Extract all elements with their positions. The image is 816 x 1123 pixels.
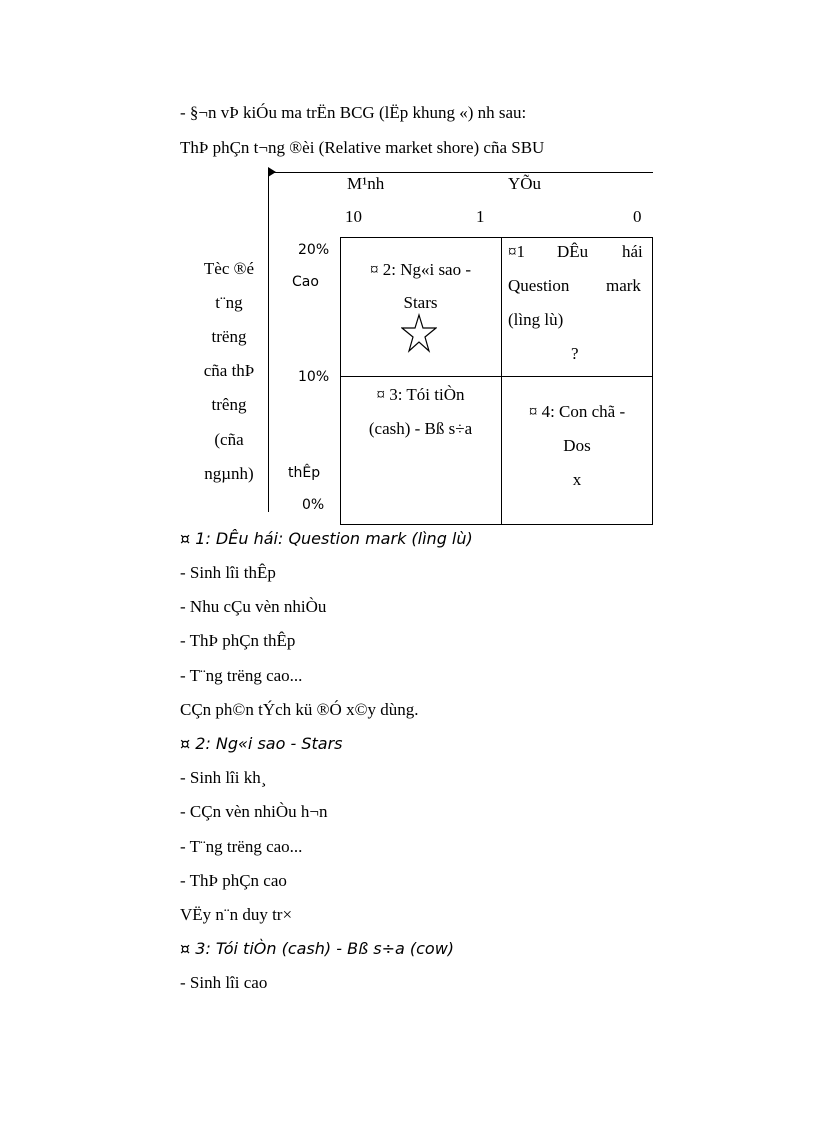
matrix-horizontal-divider: [340, 376, 653, 377]
x-label-strong: M¹nh: [347, 174, 385, 193]
x-axis-line: [268, 172, 653, 173]
x-label-weak: YÕu: [508, 174, 542, 193]
cell-cash-line1: ¤ 3: Tói tiÒn: [376, 385, 465, 404]
body-line: - ThÞ phÇn cao: [180, 871, 287, 890]
y-title-line: Tèc ®é: [203, 259, 255, 278]
body-line: CÇn ph©n tÝch kü ®Ó x©y dùng.: [180, 700, 419, 719]
cell-question-en2: mark: [606, 276, 641, 295]
heading-question-mark: ¤ 1: DÊu hái: Question mark (lìng lù): [180, 529, 473, 548]
cell-dogs-line2: Dos: [563, 436, 591, 455]
cell-dogs-line1: ¤ 4: Con chã -: [528, 402, 626, 421]
y-title-line: t¨ng: [215, 293, 243, 312]
body-line: - Sinh lîi cao: [180, 973, 268, 992]
cell-question-word2: hái: [622, 242, 643, 261]
heading-cash-cow: ¤ 3: Tói tiÒn (cash) - Bß s÷a (cow): [180, 939, 455, 958]
cell-stars-line2: Stars: [403, 293, 438, 312]
y-tick-low: thÊp: [288, 465, 321, 481]
cell-stars-line1: ¤ 2: Ng«i sao -: [369, 260, 472, 279]
y-tick-0: 0%: [302, 497, 325, 513]
body-line: - CÇn vèn nhiÒu h¬n: [180, 802, 328, 821]
heading-stars: ¤ 2: Ng«i sao - Stars: [180, 734, 343, 753]
y-title-line: ngµnh): [204, 464, 254, 483]
x-tick-10: 10: [345, 207, 362, 226]
cell-question-en1: Question: [508, 276, 570, 295]
intro-line-1: - §¬n vÞ kiÓu ma trËn BCG (lËp khung «) nh sau:: [180, 103, 527, 122]
x-tick-0: 0: [633, 207, 642, 226]
body-line: VËy n¨n duy tr×: [180, 905, 293, 924]
body-line: - Sinh lîi thÊp: [180, 563, 276, 582]
body-line: - Nhu cÇu vèn nhiÒu: [180, 597, 327, 616]
body-line: - T¨ng trëng cao...: [180, 837, 303, 856]
y-title-line: (cña: [214, 430, 244, 449]
cell-question-no: ¤1: [508, 242, 525, 261]
y-tick-high: Cao: [292, 274, 319, 290]
cell-question-line3: (lìng lù): [508, 310, 564, 329]
x-tick-1: 1: [476, 207, 485, 226]
cell-dogs-line3: x: [572, 470, 582, 489]
body-line: - T¨ng trëng cao...: [180, 666, 303, 685]
cell-cash-line2: (cash) - Bß s÷a: [368, 419, 473, 438]
body-line: - Sinh lîi kh¸: [180, 768, 267, 787]
question-mark-glyph: ?: [571, 344, 579, 363]
y-title-line: cña thÞ: [203, 361, 255, 380]
y-tick-10: 10%: [298, 369, 330, 385]
y-title-line: trêng: [211, 395, 247, 414]
axis-arrow-icon: [262, 164, 278, 180]
y-title-line: trëng: [211, 327, 247, 346]
cell-question-word1: DÊu: [557, 242, 589, 261]
star-icon: [401, 313, 437, 355]
intro-line-2: ThÞ phÇn t¬ng ®èi (Relative market shore) cña SBU: [180, 138, 545, 157]
y-tick-20: 20%: [298, 242, 330, 258]
body-line: - ThÞ phÇn thÊp: [180, 631, 296, 650]
